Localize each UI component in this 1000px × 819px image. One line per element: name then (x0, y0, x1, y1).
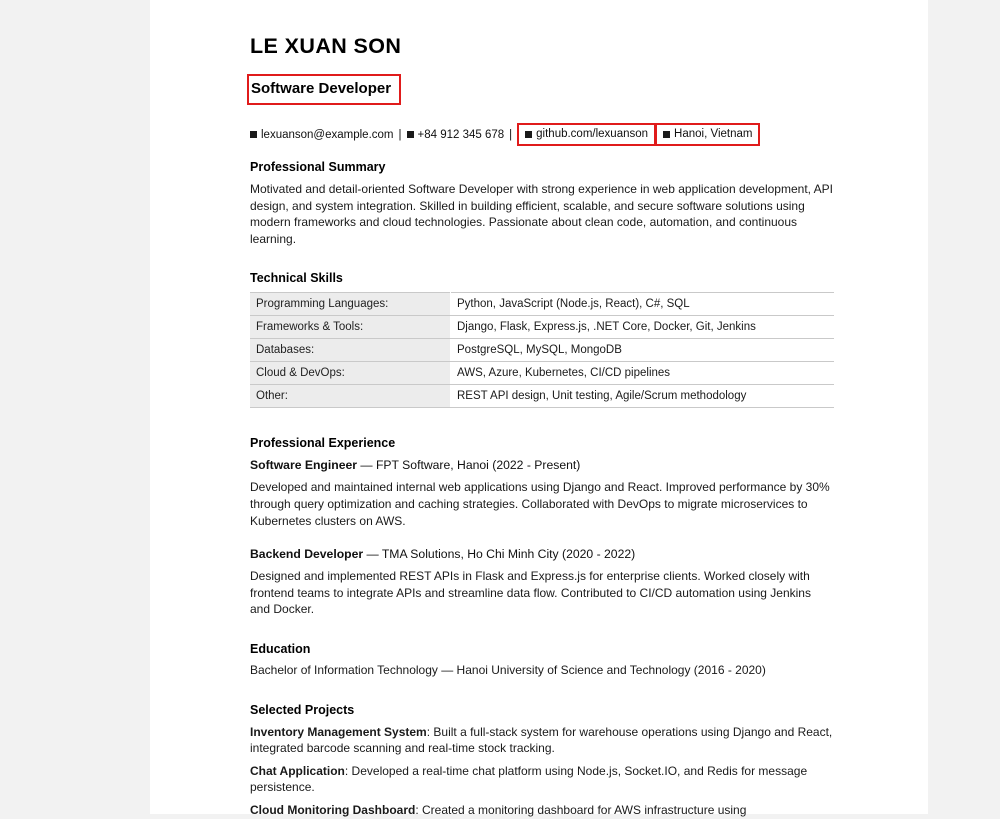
skill-value: Python, JavaScript (Node.js, React), C#, SQL (451, 293, 835, 316)
contact-github: github.com/lexuanson (536, 127, 649, 140)
project-item (250, 724, 834, 757)
skill-value: Django, Flask, Express.js, .NET Core, Docker, Git, Jenkins (451, 316, 835, 339)
resume-content (250, 34, 834, 819)
document-page (150, 0, 928, 817)
experience-role: Backend Developer (250, 547, 364, 562)
contact-separator-2: | (509, 128, 513, 141)
section-heading-summary: Professional Summary (250, 160, 386, 175)
skill-value: PostgreSQL, MySQL, MongoDB (451, 339, 835, 362)
contact-location: Hanoi, Vietnam (674, 127, 753, 140)
table-row (250, 385, 834, 408)
bullet-square-icon (407, 131, 414, 138)
skill-label: Cloud & DevOps: (250, 362, 451, 385)
bullet-square-icon (250, 131, 257, 138)
skill-label: Databases: (250, 339, 451, 362)
table-row (250, 339, 834, 362)
contact-line (250, 123, 834, 147)
technical-skills-table (250, 292, 834, 408)
summary-text: Motivated and detail-oriented Software Developer with strong experience in web application development, API design, and system integration. Skilled in building efficient, scalable, and secure software solutions using modern frameworks and cloud technologies. Passionate about clean code, automation, and continuous learning. (250, 182, 834, 246)
project-title: Inventory Management System (250, 724, 427, 739)
project-description: : Created a monitoring dashboard for AWS infrastructure using (415, 802, 747, 817)
skill-value: AWS, Azure, Kubernetes, CI/CD pipelines (451, 362, 835, 385)
spacer (250, 416, 834, 422)
table-row (250, 362, 834, 385)
education-entry: Bachelor of Information Technology — Hanoi University of Science and Technology (2016 - 2020) (250, 662, 766, 677)
project-title: Chat Application (250, 763, 345, 778)
bullet-square-icon (525, 131, 532, 138)
contact-github-highlight-box[interactable] (517, 123, 656, 147)
experience-meta: — TMA Solutions, Ho Chi Minh City (2020 - 2022) (363, 547, 636, 562)
spacer (250, 251, 834, 257)
project-item (250, 802, 834, 819)
section-heading-skills: Technical Skills (250, 271, 343, 286)
experience-description: Developed and maintained internal web applications using Django and React. Improved performance by 30% through query optimization and caching strategies. Collaborated with DevOps to migrate microservices to Kubernetes clusters on AWS. (250, 480, 830, 528)
skill-value: REST API design, Unit testing, Agile/Scrum methodology (451, 385, 835, 408)
job-title-highlight-box (247, 74, 401, 105)
skill-label: Frameworks & Tools: (250, 316, 451, 339)
experience-description: Designed and implemented REST APIs in Flask and Express.js for enterprise clients. Worked closely with frontend teams to integrate APIs and streamline data flow. Contributed to CI/CD automation using Jenkins and Docker. (250, 569, 811, 617)
spacer (250, 533, 834, 539)
contact-separator-1: | (398, 128, 402, 141)
table-row (250, 316, 834, 339)
section-heading-experience: Professional Experience (250, 436, 396, 451)
contact-email: lexuanson@example.com (261, 128, 394, 141)
skill-label: Programming Languages: (250, 293, 451, 316)
contact-location-highlight-box (655, 123, 760, 147)
project-title: Cloud Monitoring Dashboard (250, 802, 416, 817)
project-description: : Developed a real-time chat platform using Node.js, Socket.IO, and Redis for message persistence. (250, 763, 808, 795)
experience-entry-header (250, 458, 834, 472)
spacer (250, 677, 834, 689)
experience-entry-header (250, 547, 834, 561)
section-heading-education: Education (250, 641, 311, 656)
project-item (250, 763, 834, 796)
table-row (250, 293, 834, 316)
experience-role: Software Engineer (250, 458, 358, 473)
spacer (250, 622, 834, 628)
job-title: Software Developer (251, 79, 392, 97)
contact-phone: +84 912 345 678 (417, 128, 505, 141)
candidate-name: LE XUAN SON (250, 34, 402, 58)
project-description: : Built a full-stack system for warehouse operations using Django and React, integrated barcode scanning and real-time stock tracking. (250, 724, 833, 756)
skill-label: Other: (250, 385, 451, 408)
section-heading-projects: Selected Projects (250, 702, 355, 717)
bullet-square-icon (663, 131, 670, 138)
experience-meta: — FPT Software, Hanoi (2022 - Present) (357, 458, 581, 473)
